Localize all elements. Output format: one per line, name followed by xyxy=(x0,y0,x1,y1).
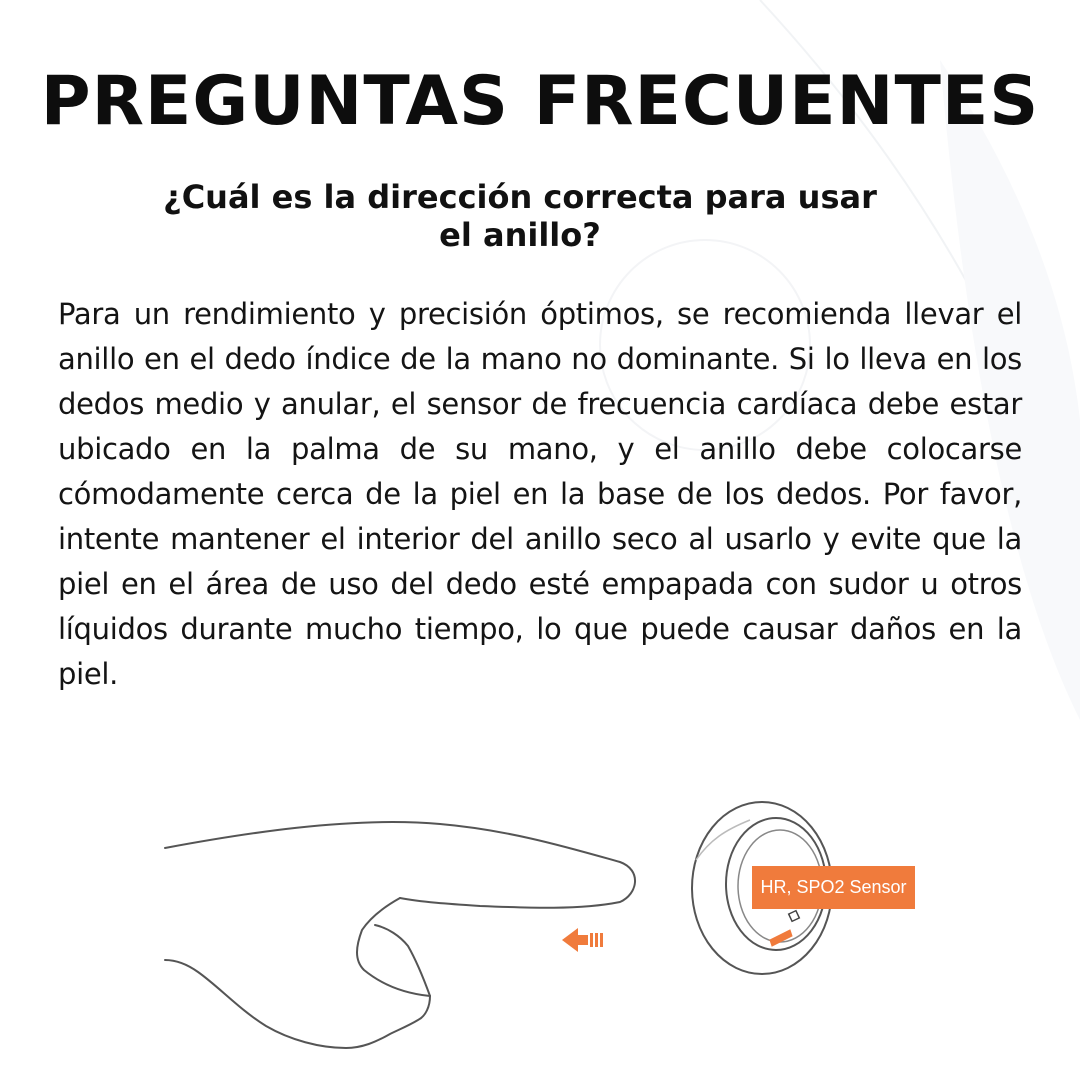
ring-usage-illustration xyxy=(150,790,940,1060)
arrow-left-icon xyxy=(562,928,603,952)
sensor-label-badge: HR, SPO2 Sensor xyxy=(752,866,915,909)
faq-answer: Para un rendimiento y precisión óptimos, se recomienda llevar el anillo en el dedo índice de la mano no dominante. Si lo lleva en los dedos medio y anular, el sensor de frecuencia cardíaca debe estar ubicado en la palma de su mano, y el anillo debe colocarse cómodamente cerca de la piel en la base de los dedos. Por favor, intente mantener el interior del anillo seco al usarlo y evite que la piel en el área de uso del dedo esté empapada con sudor u otros líquidos durante mucho tiempo, lo que puede causar daños en la piel. xyxy=(58,297,1022,691)
page-title: PREGUNTAS FRECUENTES xyxy=(40,62,1040,141)
hand-icon xyxy=(165,822,635,1048)
faq-question: ¿Cuál es la dirección correcta para usar el anillo? xyxy=(163,178,877,254)
